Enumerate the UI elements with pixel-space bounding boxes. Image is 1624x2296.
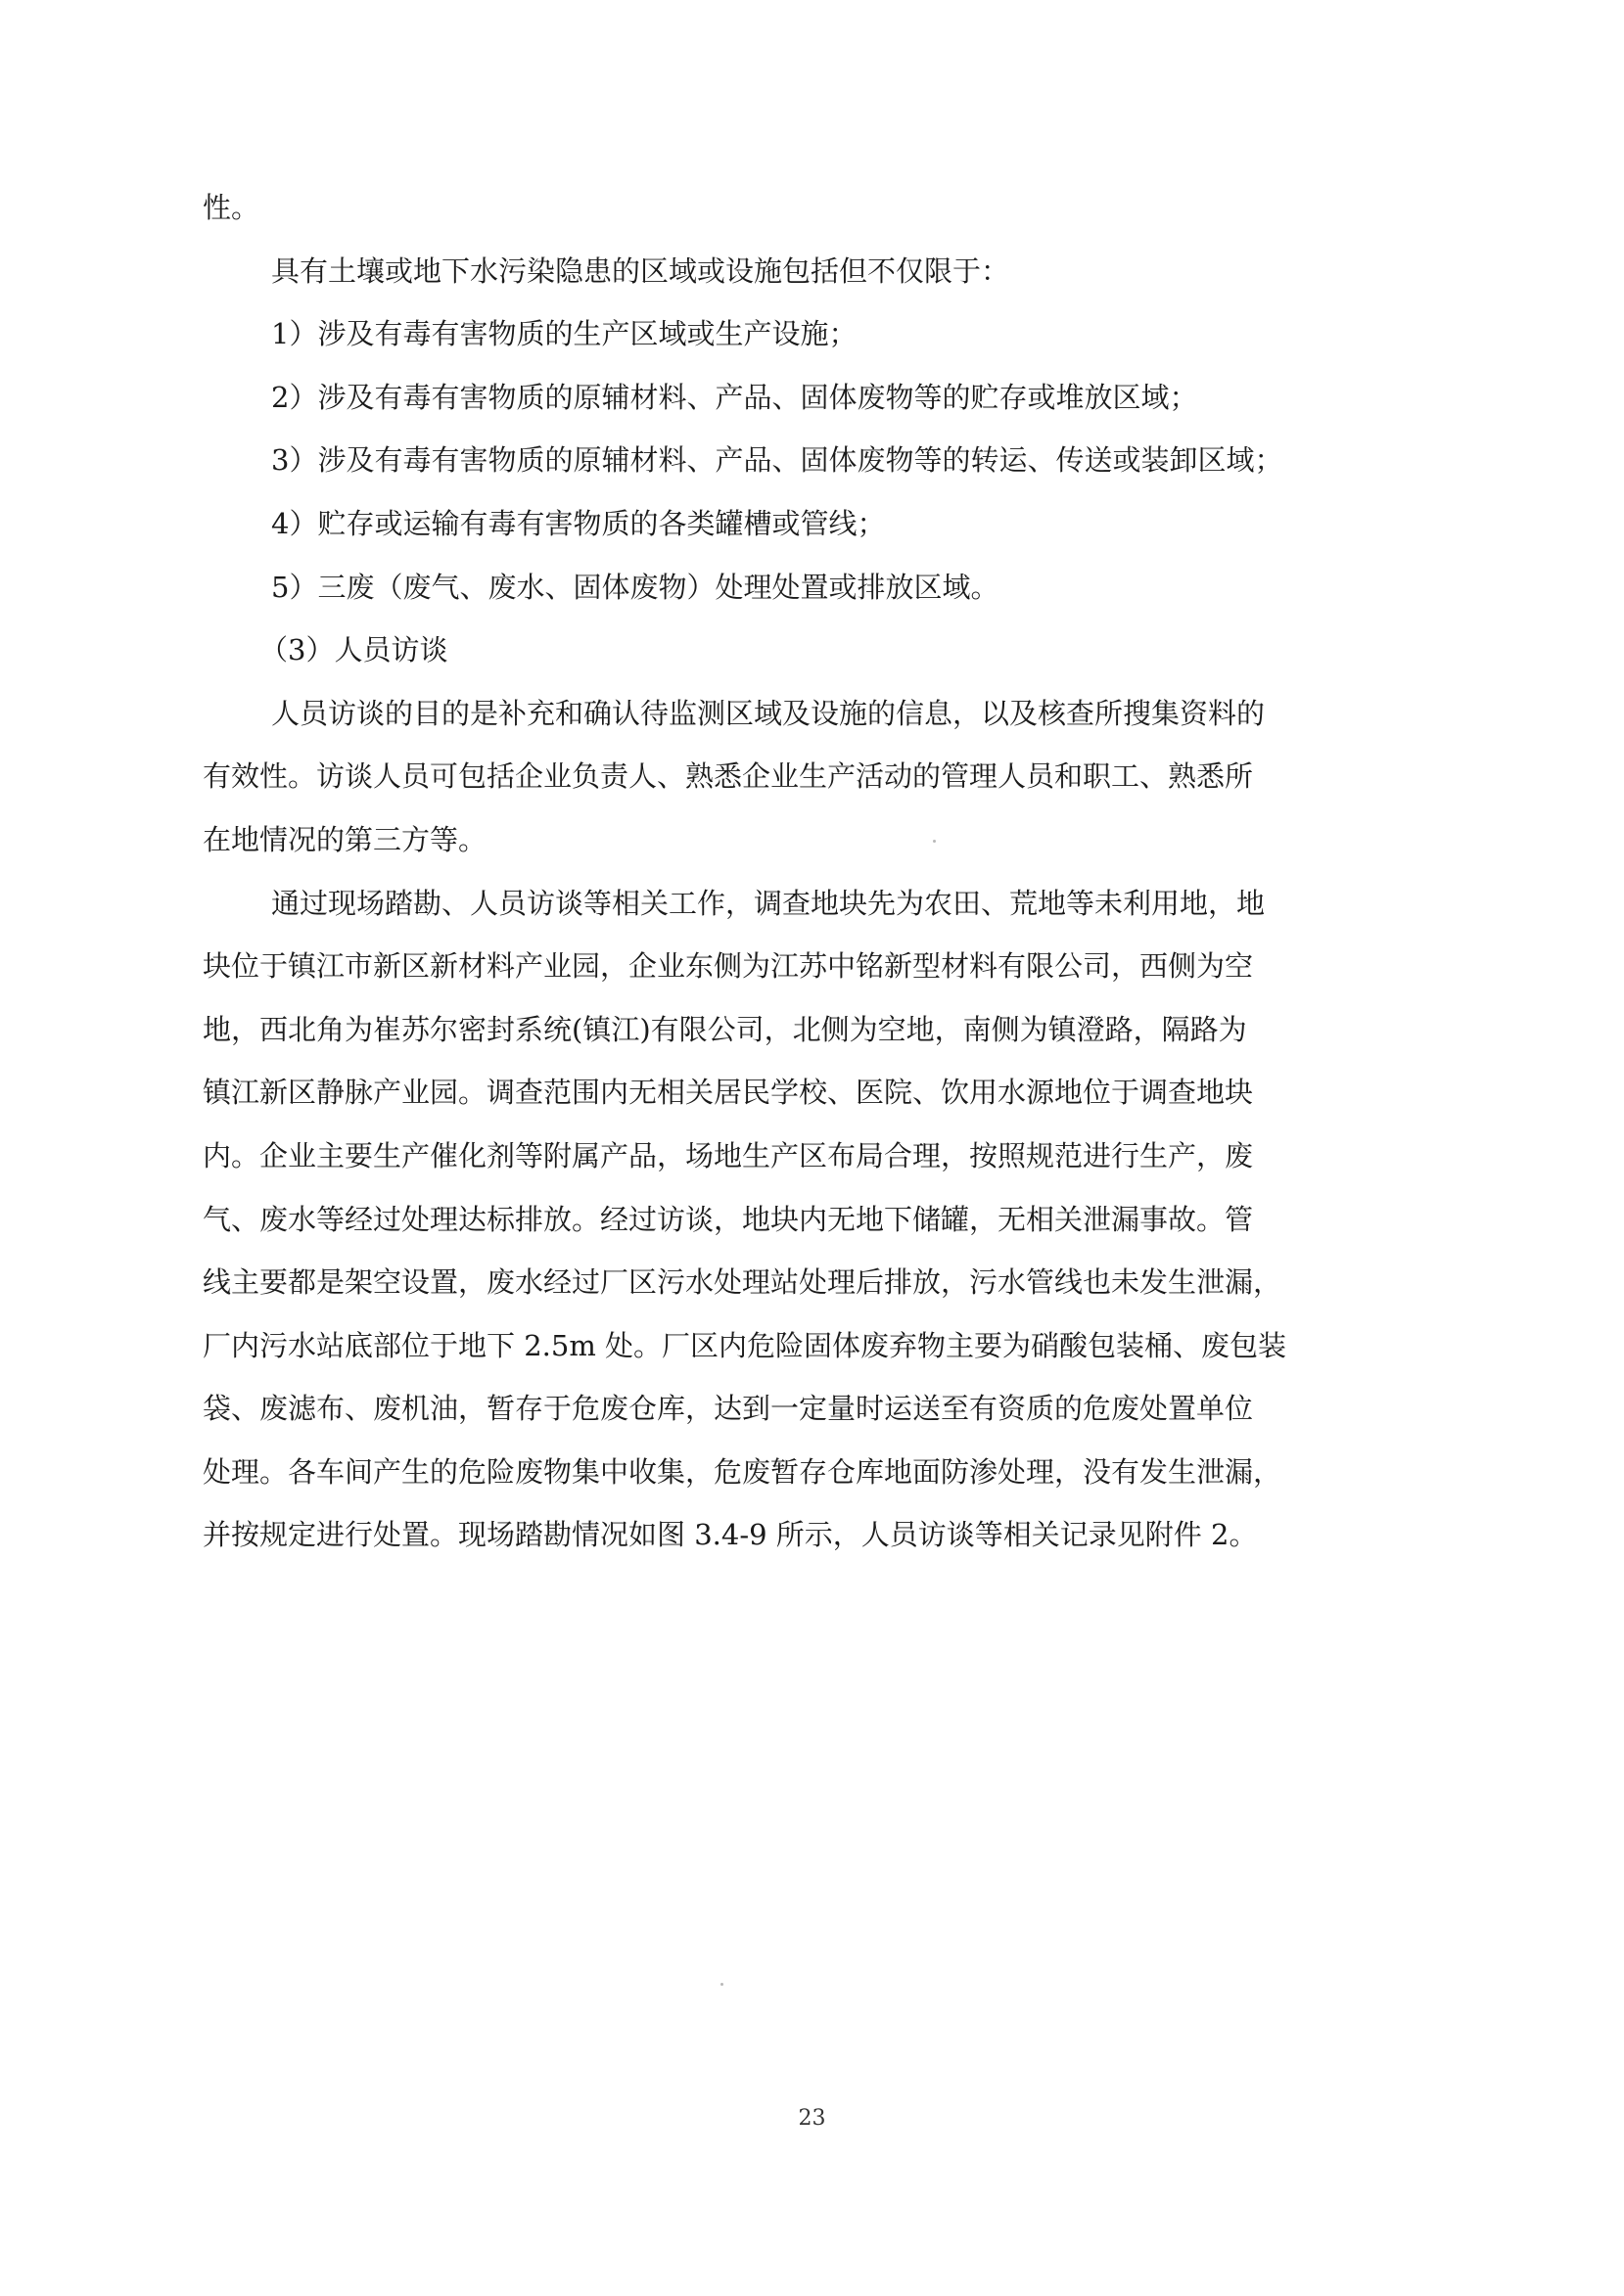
section-heading-interview: （3）人员访谈 xyxy=(259,633,448,667)
list-item-1: 1）涉及有毒有害物质的生产区域或生产设施； xyxy=(271,317,858,351)
paragraph-line: 气、废水等经过处理达标排放。经过访谈，地块内无地下储罐，无相关泄漏事故。管 xyxy=(203,1202,1254,1236)
paragraph-line: 处理。各车间产生的危险废物集中收集，危废暂存仓库地面防渗处理，没有发生泄漏， xyxy=(203,1454,1282,1489)
document-body xyxy=(203,176,1421,1567)
paragraph-line: 在地情况的第三方等。 xyxy=(203,822,487,856)
continuation-line: 性。 xyxy=(203,191,260,224)
paragraph-line: 有效性。访谈人员可包括企业负责人、熟悉企业生产活动的管理人员和职工、熟悉所 xyxy=(203,759,1254,794)
paragraph-line: 厂内污水站底部位于地下 2.5m 处。厂区内危险固体废弃物主要为硝酸包装桶、废包装 xyxy=(203,1328,1287,1362)
paragraph-line: 块位于镇江市新区新材料产业园，企业东侧为江苏中铭新型材料有限公司，西侧为空 xyxy=(203,949,1254,984)
paragraph-line: 袋、废滤布、废机油，暂存于危废仓库，达到一定量时运送至有资质的危废处置单位 xyxy=(203,1392,1254,1426)
paragraph-interview-purpose xyxy=(203,682,1421,872)
list-item-4: 4）贮存或运输有毒有害物质的各类罐槽或管线； xyxy=(271,506,886,540)
scan-speck xyxy=(720,1983,723,1986)
list-item-3: 3）涉及有毒有害物质的原辅材料、产品、固体废物等的转运、传送或装卸区域； xyxy=(271,443,1283,478)
paragraph-line: 镇江新区静脉产业园。调查范围内无相关居民学校、医院、饮用水源地位于调查地块 xyxy=(203,1076,1254,1110)
paragraph-line: 人员访谈的目的是补充和确认待监测区域及设施的信息，以及核查所搜集资料的 xyxy=(271,696,1266,730)
list-intro: 具有土壤或地下水污染隐患的区域或设施包括但不仅限于： xyxy=(271,253,1010,288)
scan-speck xyxy=(933,840,936,843)
paragraph-line: 内。企业主要生产催化剂等附属产品，场地生产区布局合理，按照规范进行生产，废 xyxy=(203,1138,1254,1172)
list-item-5: 5）三废（废气、废水、固体废物）处理处置或排放区域。 xyxy=(271,570,999,604)
list-item-2: 2）涉及有毒有害物质的原辅材料、产品、固体废物等的贮存或堆放区域； xyxy=(271,380,1198,414)
paragraph-site-survey xyxy=(203,872,1421,1568)
paragraph-line: 通过现场踏勘、人员访谈等相关工作，调查地块先为农田、荒地等未利用地，地 xyxy=(271,886,1266,920)
paragraph-line: 地，西北角为崔苏尔密封系统(镇江)有限公司，北侧为空地，南侧为镇澄路，隔路为 xyxy=(203,1012,1247,1046)
page-number: 23 xyxy=(798,2106,826,2131)
paragraph-line: 并按规定进行处置。现场踏勘情况如图 3.4-9 所示，人员访谈等相关记录见附件 2。 xyxy=(203,1518,1258,1552)
paragraph-line: 线主要都是架空设置，废水经过厂区污水处理站处理后排放，污水管线也未发生泄漏， xyxy=(203,1265,1282,1300)
